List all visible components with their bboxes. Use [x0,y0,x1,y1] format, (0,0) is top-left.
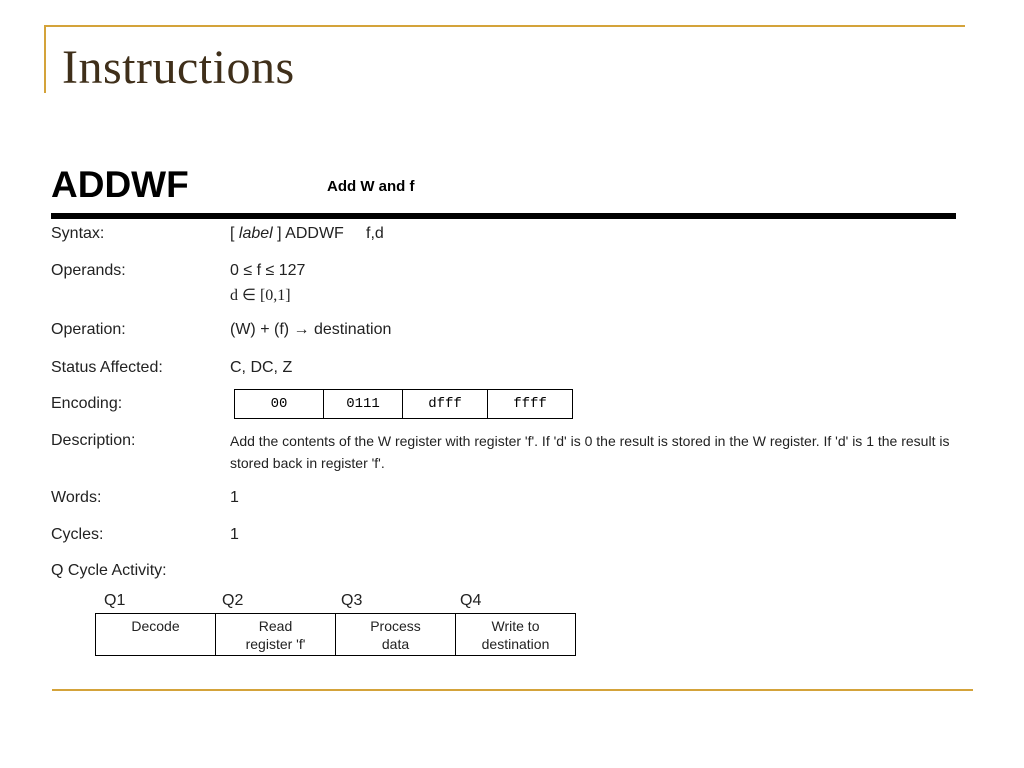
words-label: Words: [51,489,102,506]
q-cell-line2: data [381,636,410,652]
q-cell [216,614,336,656]
q-cell-line2: destination [481,636,550,652]
encoding-label: Encoding: [51,395,123,412]
syntax-label: Syntax: [51,225,105,242]
encoding-cell: ffff [488,390,573,419]
encoding-cell: dfff [403,390,488,419]
q-cell-line1: Read [258,618,293,634]
q-cell-line1: Decode [131,618,180,634]
status-affected-label: Status Affected: [51,359,163,376]
syntax-post: ] ADDWF f,d [272,225,384,242]
q-cell [96,614,216,656]
title-left-accent [44,25,46,93]
description-label: Description: [51,432,136,449]
syntax-pre: [ [230,225,239,242]
operation-label: Operation: [51,321,126,338]
syntax-label-italic: label [238,225,273,242]
syntax-value [230,225,384,243]
cycles-value: 1 [230,526,239,543]
encoding-cell: 0111 [324,390,403,419]
encoding-cell: 00 [235,390,324,419]
q-header: Q3 [341,592,363,609]
operands-line1: 0 ≤ f ≤ 127 [230,262,306,279]
operands-line2: d ∈ [0,1] [230,287,291,304]
q-header: Q1 [104,592,126,609]
heading-rule [51,213,956,219]
q-cell [336,614,456,656]
cycles-label: Cycles: [51,526,104,543]
q-header: Q4 [460,592,482,609]
q-cell-line1: Write to [491,618,540,634]
bottom-rule [52,689,973,691]
operands-label: Operands: [51,262,126,279]
title-top-rule [44,25,965,27]
encoding-table [234,389,573,419]
words-value: 1 [230,489,239,506]
description-text: Add the contents of the W register with register 'f'. If 'd' is 0 the result is stored in the W register. If 'd' is 1 the result is stored back in register 'f'. [230,433,950,471]
q-cell-line2: register 'f' [245,636,306,652]
slide-title: Instructions [62,41,295,94]
q-cell-line1: Process [370,618,421,634]
instruction-mnemonic: ADDWF [51,164,189,205]
q-header: Q2 [222,592,244,609]
operation-value: (W) + (f) → destination [230,321,392,338]
q-cycle-label: Q Cycle Activity: [51,562,167,579]
q-cycle-table [95,613,576,656]
q-cell [456,614,576,656]
status-affected-value: C, DC, Z [230,359,293,376]
instruction-description-title: Add W and f [327,178,415,195]
